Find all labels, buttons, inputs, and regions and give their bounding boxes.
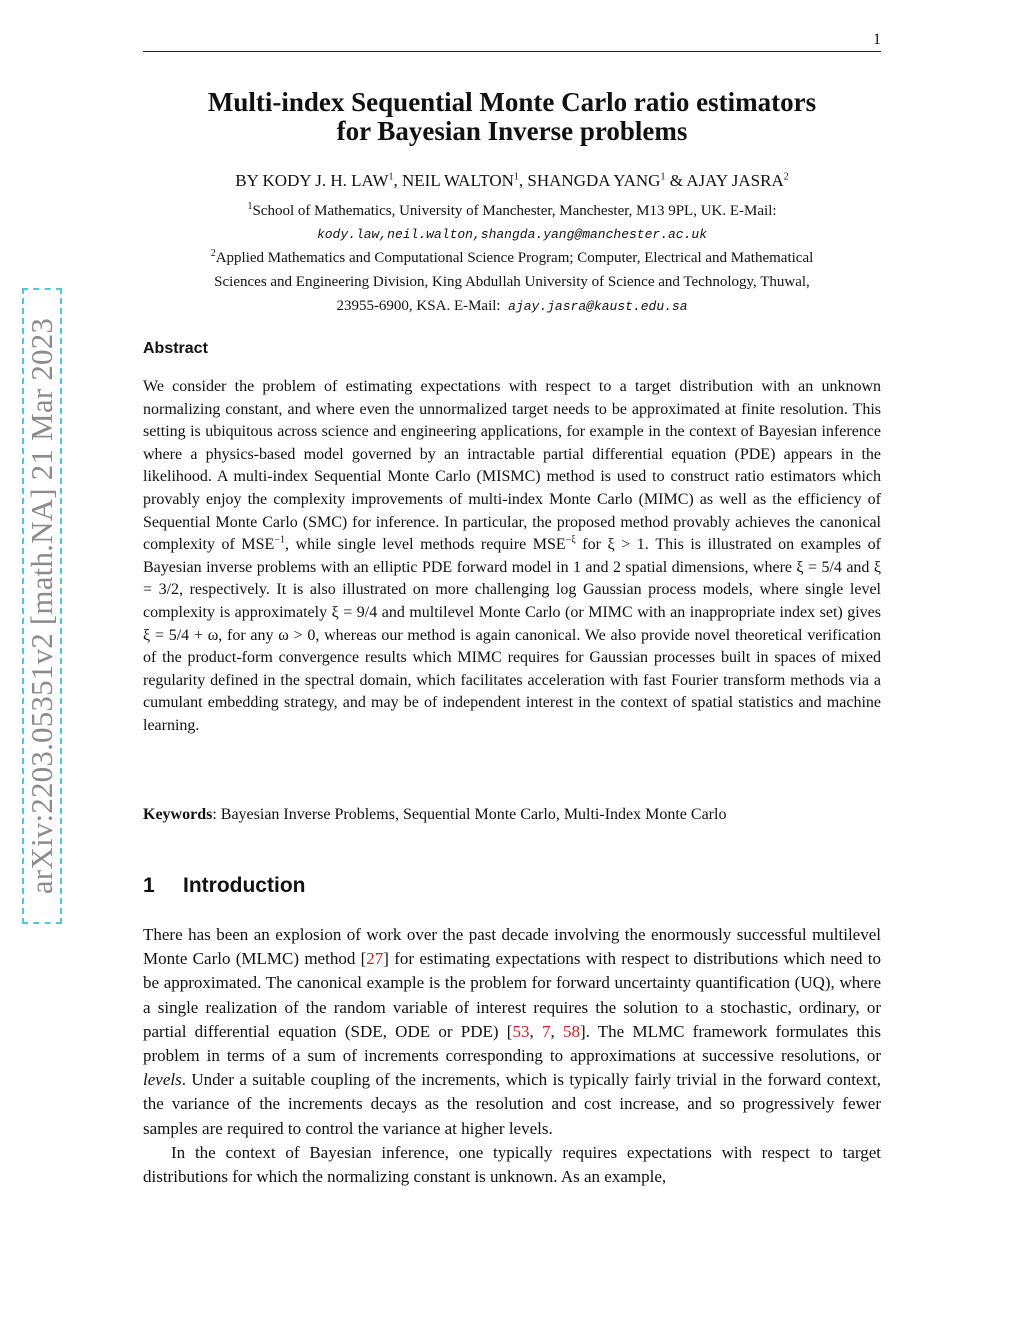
citation-link[interactable]: 7 xyxy=(541,1021,551,1041)
header-rule xyxy=(143,51,881,52)
author-list: BY KODY J. H. LAW$^1$, NEIL WALTON$^1$, SHANGDA YANG$^1$ & AJAY JASRA$^2$ xyxy=(235,171,789,190)
author: SHANGDA YANG xyxy=(527,171,661,190)
citation-link[interactable]: 27 xyxy=(366,949,384,969)
email-link[interactable]: kody.law,neil.walton,shangda.yang@manchester.ac.uk xyxy=(316,227,708,242)
keywords-label: Keywords xyxy=(143,806,213,823)
keywords: Keywords: Bayesian Inverse Problems, Sequential Monte Carlo, Multi-Index Monte Carlo xyxy=(143,806,727,823)
citation-link[interactable]: 58 xyxy=(562,1021,580,1041)
paper-title xyxy=(143,88,881,146)
arxiv-stamp[interactable] xyxy=(22,288,62,924)
section-number: 1 xyxy=(143,874,155,897)
paragraph: There has been an explosion of work over the past decade involving the enormously successful multilevel Monte Carlo (MLMC) method [27] for estimating expectations with respect to distributions which need to be approximated. The canonical example is the problem for forward uncertainty quantification (UQ), where a single realization of the random variable of interest requires the solution to a stochastic, ordinary, or partial differential equation (SDE, ODE or PDE) [53, 7, 58]. The MLMC framework formulates this problem in terms of a sum of increments corresponding to approximations at successive resolutions, or levels. Under a suitable coupling of the increments, which is typically fairly trivial in the forward context, the variance of the increments decays as the resolution and cost increase, and so progressively fewer samples are required to control the variance at higher levels. xyxy=(143,925,882,1138)
abstract-heading: Abstract xyxy=(143,340,208,357)
section-heading xyxy=(143,874,881,898)
title-line-2: for Bayesian Inverse problems xyxy=(336,116,688,146)
paragraph: In the context of Bayesian inference, one typically requires expectations with respect to target distributions for which the normalizing constant is unknown. As an example, xyxy=(143,1142,881,1187)
introduction-body xyxy=(143,923,881,1189)
email-link[interactable]: ajay.jasra@kaust.edu.sa xyxy=(508,299,688,314)
affiliation-1: $^1$School of Mathematics, University of Manchester, Manchester, M13 9PL, UK. E-Mail: kody.law,neil.walton,shangda.yang@manchester.ac.uk xyxy=(143,199,881,247)
author: AJAY JASRA xyxy=(686,171,784,190)
citation-link[interactable]: 53 xyxy=(512,1021,530,1041)
section-title: Introduction xyxy=(183,874,306,897)
arxiv-id[interactable]: arXiv:2203.05351v2 [math.NA] 21 Mar 2023 xyxy=(24,317,59,895)
author: NEIL WALTON xyxy=(402,171,514,190)
affiliation-2: $^2$Applied Mathematics and Computational Science Program; Computer, Electrical and Mathematical Sciences and Engineering Division, King Abdullah University of Science and Technology, Thuwal, 23955-6900, KSA. E-Mail: ajay.jasra@kaust.edu.sa xyxy=(210,248,814,314)
abstract-body: We consider the problem of estimating expectations with respect to a target distribution with an unknown normalizing constant, and where even the unnormalized target needs to be approximated at finite resolution. This setting is ubiquitous across science and engineering applications, for example in the context of Bayesian inference where a physics-based model governed by an intractable partial differential equation (PDE) appears in the likelihood. A multi-index Sequential Monte Carlo (MISMC) method is used to construct ratio estimators which provably enjoy the complexity improvements of multi-index Monte Carlo (MIMC) as well as the efficiency of Sequential Monte Carlo (SMC) for inference. In particular, the proposed method provably achieves the canonical complexity of $MSE^{-1}$, while single level methods require $MSE^{-\xi}$ for ξ > 1. This is illustrated on examples of Bayesian inverse problems with an elliptic PDE forward model in 1 and 2 spatial dimensions, where ξ = 5/4 and ξ = 3/2, respectively. It is also illustrated on more challenging log Gaussian process models, where single level complexity is approximately ξ = 9/4 and multilevel Monte Carlo (or MIMC with an inappropriate index set) gives ξ = 5/4 + ω, for any ω > 0, whereas our method is again canonical. We also provide novel theoretical verification of the product-form convergence results which MIMC requires for Gaussian processes built in spaces of mixed regularity defined in the spectral domain, which facilitates acceleration with fast Fourier transform methods via a cumulant embedding strategy, and may be of independent interest in the context of spatial statistics and machine learning. xyxy=(143,378,881,734)
page-number: 1 xyxy=(873,31,881,48)
author: KODY J. H. LAW xyxy=(262,171,389,190)
title-line-1: Multi-index Sequential Monte Carlo ratio estimators xyxy=(207,87,817,117)
